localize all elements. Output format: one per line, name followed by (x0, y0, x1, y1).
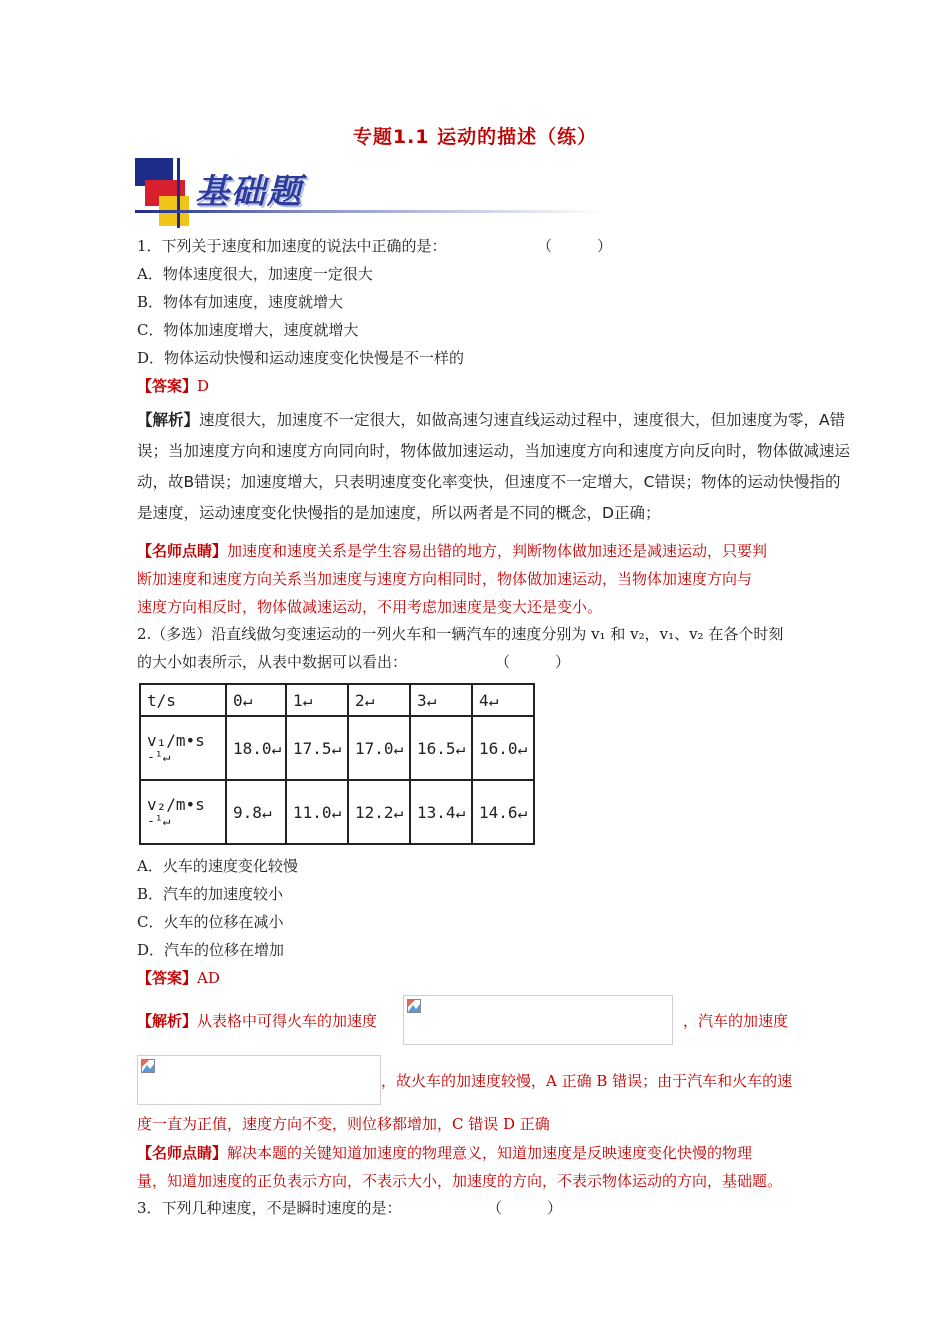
row-label-v2-unit: -¹↵ (147, 814, 171, 829)
q2-option-b: B．汽车的加速度较小 (137, 885, 284, 903)
q2-analysis-line-1 (137, 1011, 377, 1031)
q1-paren: （ ） (537, 237, 613, 255)
q1-answer (137, 376, 209, 396)
table-cell: 11.0↵ (286, 780, 348, 844)
table-row (140, 780, 534, 844)
q2-answer-value: AD (197, 969, 220, 987)
row-label-v1-unit: -¹↵ (147, 750, 171, 765)
q2-analysis-text-d: 度一直为正值，速度方向不变，则位移都增加，C 错误 D 正确 (137, 1115, 550, 1133)
table-cell: 17.5↵ (286, 716, 348, 780)
table-cell: 4↵ (472, 684, 534, 716)
q2-stem-line-2: 的大小如表所示，从表中数据可以看出： (137, 653, 408, 671)
q1-answer-label: 【答案】 (137, 377, 198, 395)
row-label-v2: v₂/m•s (147, 795, 205, 814)
q1-analysis-line-4: 是速度，运动速度变化快慢指的是加速度，所以两者是不同的概念，D正确； (137, 504, 661, 522)
q2-paren: （ ） (495, 653, 571, 671)
broken-image-icon (407, 999, 421, 1013)
q1-option-c: C．物体加速度增大，速度就增大 (137, 321, 359, 339)
table-cell: t/s (140, 684, 226, 716)
table-cell: 16.5↵ (410, 716, 472, 780)
q1-tip-label: 【名师点睛】 (137, 542, 228, 560)
q1-tip-line-3: 速度方向相反时，物体做减速运动，不用考虑加速度是变大还是变小。 (137, 598, 603, 616)
table-row-label (140, 780, 226, 844)
table-cell: 14.6↵ (472, 780, 534, 844)
q2-tip-line-2: 量，知道加速度的正负表示方向，不表示大小，加速度的方向，不表示物体运动的方向，基础题。 (137, 1172, 783, 1190)
q1-analysis-line-1 (137, 410, 845, 430)
table-cell: 18.0↵ (226, 716, 286, 780)
table-cell: 9.8↵ (226, 780, 286, 844)
q1-tip-line-2: 断加速度和速度方向关系当加速度与速度方向相同时，物体做加速运动，当物体加速度方向与 (137, 570, 753, 588)
q1-analysis-line-3: 动，故B错误；加速度增大，只表明速度变化率变快，但速度不一定增大，C错误；物体的运动快慢指的 (137, 473, 841, 491)
q1-option-a: A．物体速度很大，加速度一定很大 (137, 265, 373, 283)
q2-stem-line-1: 2.（多选）沿直线做匀变速运动的一列火车和一辆汽车的速度分别为 v₁ 和 v₂，v₁、v₂ 在各个时刻 (137, 625, 784, 643)
q1-answer-value: D (197, 377, 210, 395)
q1-tip-line-1 (137, 541, 767, 561)
velocity-table (139, 683, 535, 845)
q2-tip-label: 【名师点睛】 (137, 1144, 228, 1162)
formula-image-placeholder (403, 995, 673, 1045)
q2-answer-label: 【答案】 (137, 969, 198, 987)
q2-analysis-label: 【解析】 (137, 1012, 198, 1030)
q1-tip-text-1: 加速度和速度关系是学生容易出错的地方，判断物体做加速还是减速运动，只要判 (227, 542, 768, 560)
section-banner (135, 158, 610, 228)
q3-stem: 3．下列几种速度，不是瞬时速度的是： (137, 1199, 402, 1217)
table-cell: 0↵ (226, 684, 286, 716)
table-cell: 3↵ (410, 684, 472, 716)
page-title: 专题1.1 运动的描述（练） (352, 126, 598, 148)
table-row-label (140, 716, 226, 780)
table-cell: 12.2↵ (348, 780, 410, 844)
q2-analysis-text-a: 从表格中可得火车的加速度 (197, 1012, 378, 1030)
table-cell: 17.0↵ (348, 716, 410, 780)
banner-vertical-line (177, 158, 180, 228)
q2-analysis-text-c: ，故火车的加速度较慢，A 正确 B 错误；由于汽车和火车的速 (381, 1072, 793, 1090)
table-row (140, 716, 534, 780)
q2-tip-text-1: 解决本题的关键知道加速度的物理意义，知道加速度是反映速度变化快慢的物理 (227, 1144, 753, 1162)
q1-analysis-text-1: 速度很大，加速度不一定很大，如做高速匀速直线运动过程中，速度很大，但加速度为零，A错 (199, 411, 846, 429)
q2-answer (137, 968, 220, 988)
q1-stem: 1．下列关于速度和加速度的说法中正确的是： (137, 237, 447, 255)
q1-option-d: D．物体运动快慢和运动速度变化快慢是不一样的 (137, 349, 465, 367)
q3-paren: （ ） (487, 1199, 563, 1217)
q2-tip-line-1 (137, 1143, 752, 1163)
table-cell: 13.4↵ (410, 780, 472, 844)
formula-image-placeholder (137, 1055, 381, 1105)
q2-option-c: C．火车的位移在减小 (137, 913, 284, 931)
broken-image-icon (141, 1059, 155, 1073)
q2-option-d: D．汽车的位移在增加 (137, 941, 285, 959)
q2-option-a: A．火车的速度变化较慢 (137, 857, 298, 875)
q2-analysis-text-b: ，汽车的加速度 (683, 1012, 789, 1030)
table-cell: 1↵ (286, 684, 348, 716)
q1-analysis-line-2: 误；当加速度方向和速度方向同向时，物体做加速运动，当加速度方向和速度方向反向时，物体做减速运 (137, 442, 851, 460)
banner-text: 基础题 (195, 172, 303, 212)
q1-option-b: B．物体有加速度，速度就增大 (137, 293, 344, 311)
table-cell: 2↵ (348, 684, 410, 716)
table-cell: 16.0↵ (472, 716, 534, 780)
row-label-v1: v₁/m•s (147, 731, 205, 750)
q1-analysis-label: 【解析】 (137, 411, 200, 429)
table-header-row (140, 684, 534, 716)
